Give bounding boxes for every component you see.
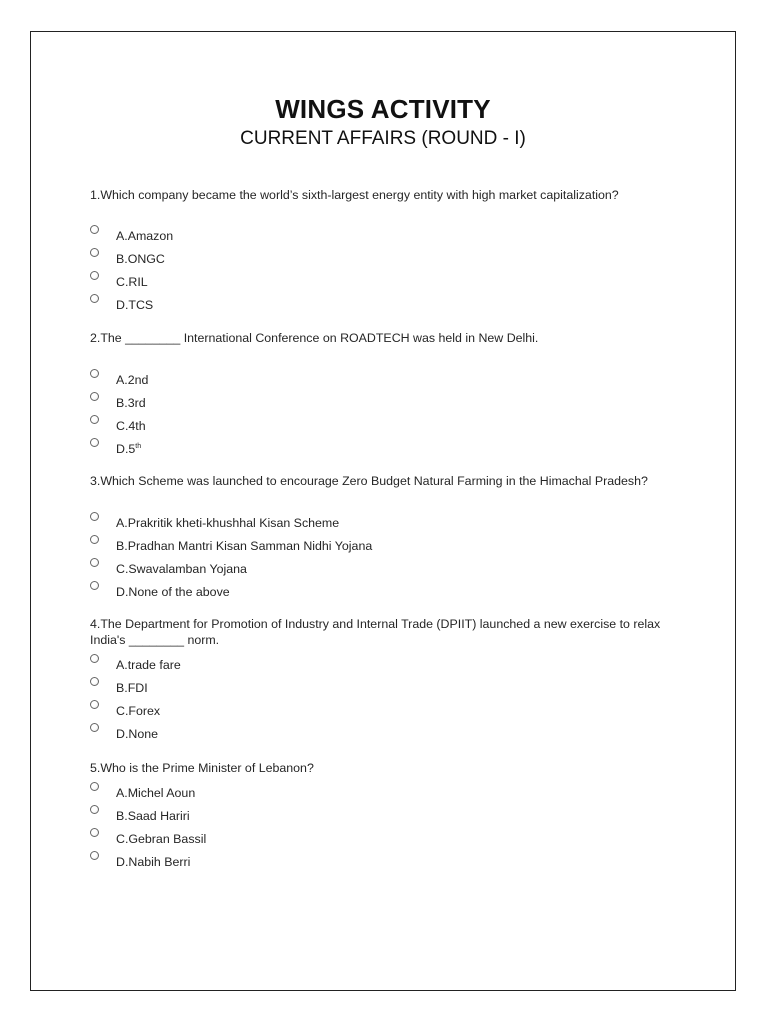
question-5-option-a[interactable] <box>90 781 195 801</box>
option-label: C.RIL <box>116 275 148 289</box>
radio-icon[interactable] <box>90 828 99 837</box>
question-5-option-b[interactable] <box>90 804 190 824</box>
ordinal-suffix: th <box>135 442 142 450</box>
radio-icon[interactable] <box>90 723 99 732</box>
question-5-option-d[interactable] <box>90 850 190 870</box>
option-label: B.ONGC <box>116 252 165 266</box>
document-title: WINGS ACTIVITY <box>275 94 491 124</box>
question-2-option-a[interactable] <box>90 368 148 388</box>
radio-icon[interactable] <box>90 581 99 590</box>
question-5-option-c[interactable] <box>90 827 206 847</box>
radio-icon[interactable] <box>90 558 99 567</box>
radio-icon[interactable] <box>90 851 99 860</box>
question-2-text: 2.The ________ International Conference on ROADTECH was held in New Delhi. <box>90 331 539 345</box>
option-label: C.4th <box>116 419 146 433</box>
radio-icon[interactable] <box>90 271 99 280</box>
question-4-option-c[interactable] <box>90 699 160 719</box>
radio-icon[interactable] <box>90 535 99 544</box>
question-3-option-b[interactable] <box>90 534 372 554</box>
option-label: A.Amazon <box>116 229 174 243</box>
question-1-option-c[interactable] <box>90 270 148 290</box>
question-2-option-c[interactable] <box>90 414 146 434</box>
option-label: A.trade fare <box>116 658 181 672</box>
option-label: D.5 <box>116 442 136 456</box>
question-2-option-d[interactable] <box>90 437 141 457</box>
radio-icon[interactable] <box>90 782 99 791</box>
option-label: B.Pradhan Mantri Kisan Samman Nidhi Yojana <box>116 539 373 553</box>
radio-icon[interactable] <box>90 438 99 447</box>
radio-icon[interactable] <box>90 294 99 303</box>
question-4-text: 4.The Department for Promotion of Industry and Internal Trade (DPIIT) launched a new exercise to relax India's ________ norm. <box>90 617 661 647</box>
option-label: C.Swavalamban Yojana <box>116 562 247 576</box>
option-label: D.TCS <box>116 298 154 312</box>
question-4-option-b[interactable] <box>90 676 148 696</box>
question-3-text: 3.Which Scheme was launched to encourage Zero Budget Natural Farming in the Himachal Pradesh? <box>90 474 648 488</box>
radio-icon[interactable] <box>90 225 99 234</box>
radio-icon[interactable] <box>90 415 99 424</box>
option-label: D.None of the above <box>116 585 230 599</box>
radio-icon[interactable] <box>90 654 99 663</box>
option-label-wrapper <box>116 442 141 456</box>
question-1-text: 1.Which company became the world’s sixth-largest energy entity with high market capitalization? <box>90 188 619 202</box>
question-5-text: 5.Who is the Prime Minister of Lebanon? <box>90 761 314 775</box>
question-1-option-d[interactable] <box>90 293 153 313</box>
question-4-option-a[interactable] <box>90 653 181 673</box>
question-1-option-b[interactable] <box>90 247 165 267</box>
option-label: A.Michel Aoun <box>116 786 196 800</box>
question-3-option-d[interactable] <box>90 580 230 600</box>
option-label: B.3rd <box>116 396 146 410</box>
question-3-option-a[interactable] <box>90 511 339 531</box>
radio-icon[interactable] <box>90 392 99 401</box>
option-label: C.Gebran Bassil <box>116 832 207 846</box>
radio-icon[interactable] <box>90 677 99 686</box>
option-label: C.Forex <box>116 704 161 718</box>
option-label: A.2nd <box>116 373 149 387</box>
document-subtitle: CURRENT AFFAIRS (ROUND - I) <box>240 128 526 149</box>
question-2-option-b[interactable] <box>90 391 146 411</box>
option-label: A.Prakritik kheti-khushhal Kisan Scheme <box>116 516 340 530</box>
option-label: B.Saad Hariri <box>116 809 190 823</box>
document-page <box>30 31 736 991</box>
radio-icon[interactable] <box>90 512 99 521</box>
radio-icon[interactable] <box>90 805 99 814</box>
radio-icon[interactable] <box>90 700 99 709</box>
radio-icon[interactable] <box>90 369 99 378</box>
option-label: D.None <box>116 727 159 741</box>
option-label: D.Nabih Berri <box>116 855 191 869</box>
question-3-option-c[interactable] <box>90 557 247 577</box>
question-4-option-d[interactable] <box>90 722 158 742</box>
option-label: B.FDI <box>116 681 148 695</box>
question-1-option-a[interactable] <box>90 224 173 244</box>
radio-icon[interactable] <box>90 248 99 257</box>
